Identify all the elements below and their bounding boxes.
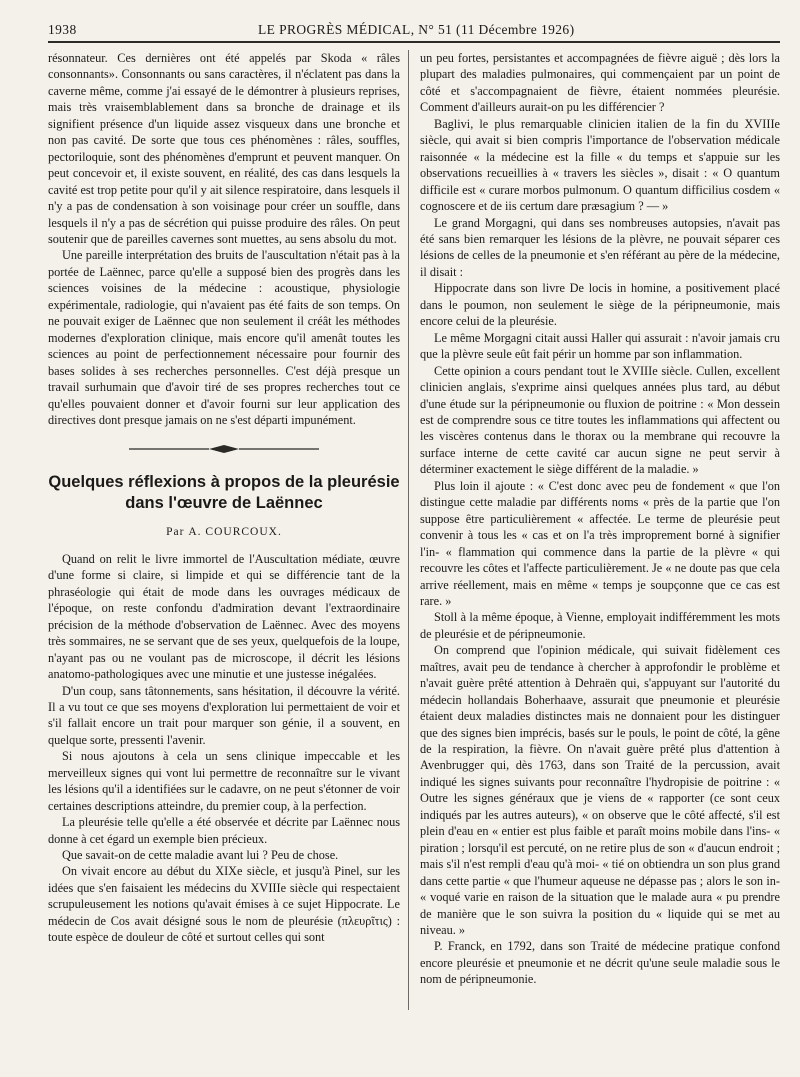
article-title: Quelques réflexions à propos de la pleurésie dans l'œuvre de Laënnec (48, 473, 400, 513)
running-header (48, 18, 780, 42)
header-rule (48, 41, 780, 43)
byline-prefix: Par (166, 526, 185, 539)
paragraph: Hippocrate dans son livre De locis in homine, a positivement placé dans le poumon, non seulement le siège de la péripneumonie, mais encore celui de la pleurésie. (420, 281, 780, 329)
paragraph: On comprend que l'opinion médicale, qui suivait fidèlement ces maîtres, avait peu de tendance à chercher à approfondir le problème et n'avait guère prêté attention à Dehraën qui, s'appuyant sur l'autorité du médecin hollandais Boherhaave, assurait que pneumonie et pleurésie étaient deux maladies distinctes mais ne donnaient pour les distinguer que des signes bien imprécis, basés sur le pouls, le point de côté, la gêne de la respiration, la fièvre. On n'avait guère prêté plus d'attention à Avenbrugger qui, dès 1763, dans son Traité de la percussion, avait indiqué les signes suivants pour reconnaître l'hydropisie de poitrine : « Outre les signes généraux que je viens de « rapporter (ce sont ceux indiqués par les autres auteurs), « on observe que le côté affecté, s'il est plein d'eau en « entier est plus faible et paraît moins mobile dans l'ins- « piration ; lorsqu'il est percuté, on ne retire plus de son « d'aucun endroit ; mais s'il n'est rempli d'eau qu'à moi- « tié on obtiendra un son plus grand dans cette partie « que l'humeur aqueuse ne dépasse pas ; alors le son in- « voqué varie en raison de la situation que le malade aura « pu prendre de manière que le son suivra la position du « liquide qui se met au niveau. » (420, 643, 780, 938)
paragraph: Cette opinion a cours pendant tout le XVIIIe siècle. Cullen, excellent clinicien anglais, s'exprime ainsi quelques années plus tard, au début d'une étude sur la péripneumonie ou fluxion de poitrine : « Mon dessein est de comprendre sous ce titre toutes les inflammations qui affectent ou les viscères contenus dans le thorax ou la membrane qui recouvre la surface interne de cette cavité car aucun signe ne peut servir à déterminer exactement le siège différent de la maladie. » (420, 363, 780, 477)
paragraph: Une pareille interprétation des bruits de l'auscultation n'était pas à la portée de Laënnec, parce qu'elle a supposé bien des progrès dans les sciences voisines de la médecine : acoustique, physiologie expérimentale, radiologie, qui n'avaient pas été faits de son temps. On ne pouvait exiger de Laënnec que non seulement il créât les méthodes modernes d'exploration clinique, mais encore qu'il amenât toutes les sciences au point de perfectionnement nécessaire pour fournir des bases solides à ses recherches personnelles. C'est déjà presque un travail surhumain que d'avoir tiré de ses propres recherches tout ce qu'elles pouvaient donner et d'avoir fourni sur leur application des directives dont presque jamais on ne s'est départi impunément. (48, 248, 400, 427)
left-column (48, 50, 400, 946)
paragraph: Quand on relit le livre immortel de l'Auscultation médiate, œuvre d'une forme si claire, si limpide et qui se différencie tant de la phraséologie qui était de mode dans les ouvrages médicaux de l'époque, on reste confondu d'admiration devant l'extraordinaire précision de la méthode d'observation de Laënnec. Avec des moyens très sommaires, ne se servant que de ses yeux, quelquefois de la loupe, n'ayant pas ou ne voulant pas de microscope, il décrit les lésions anatomo-pathologiques avec une minutie et une justesse inégalées. (48, 551, 400, 682)
paragraph: Le même Morgagni citait aussi Haller qui assurait : n'avoir jamais cru que la plèvre seule eût fait périr un homme par son inflammation. (420, 330, 780, 362)
paragraph: Stoll à la même époque, à Vienne, employait indifféremment les mots de pleurésie et de péripneumonie. (420, 610, 780, 641)
paragraph: Le grand Morgagni, qui dans ses nombreuses autopsies, n'avait pas été sans bien remarquer les lésions de la plèvre, ne pouvait séparer ces lésions de celles de la pneumonie et s'en référant au père de la médecine, il disait : (420, 215, 780, 279)
paragraph: On vivait encore au début du XIXe siècle, et jusqu'à Pinel, sur les idées que s'en faisaient les médecins du XVIIIe siècle qui respectaient scrupuleusement les notions qu'avait émises à ce sujet Hippocrate. Le médecin de Cos avait désigné sous le nom de pleurésie (πλευρῖτις) : toute espèce de douleur de côté et surtout celles qui sont (48, 864, 400, 945)
paragraph: Plus loin il ajoute : « C'est donc avec peu de fondement « que l'on distingue cette maladie par différents noms « près de la partie que l'on suppose être particulièrement « affectée. Le terme de pleurésie peut convenir à tous les « cas et on l'a très improprement borné à signifier l'in- « flammation qui commence dans la partie de la plèvre « qui recouvre les côtes et l'affecte particulièrement. Je « ne doute pas que cela arrive réellement, mais en même « temps je soupçonne que ce cas est rare. » (420, 478, 780, 608)
column-divider (408, 50, 409, 1010)
right-column (420, 50, 780, 988)
running-title: LE PROGRÈS MÉDICAL, N° 51 (11 Décembre 1926) (258, 22, 575, 37)
paragraph: un peu fortes, persistantes et accompagnées de fièvre aiguë ; dès lors la plupart des maladies pulmonaires, qui commençaient par un point de côté et s'accompagnaient de fièvre, étaient nommées pleurésie. Comment d'ailleurs aurait-on pu les différencier ? (420, 51, 780, 115)
paragraph: Que savait-on de cette maladie avant lui ? Peu de chose. (62, 848, 339, 863)
section-ornament (129, 444, 319, 454)
paragraph: D'un coup, sans tâtonnements, sans hésitation, il découvre la vérité. Il a vu tout ce que ses moyens d'exploration lui permettaient de voir et s'il fallait encore un trait pour marquer son génie, il a souvent, en quelque sorte, pressenti l'avenir. (48, 683, 400, 747)
paragraph: P. Franck, en 1792, dans son Traité de médecine pratique confond encore pleurésie et pneumonie et ne décrit qu'une seule maladie sous le nom de péripneumonie. (420, 939, 780, 987)
paragraph: La pleurésie telle qu'elle a été observée et décrite par Laënnec nous donne à cet égard un exemple bien précieux. (48, 815, 400, 846)
byline (48, 524, 400, 540)
author-name: A. COURCOUX. (188, 526, 282, 539)
paragraph: Baglivi, le plus remarquable clinicien italien de la fin du XVIIIe siècle, qui avait si bien compris l'importance de l'observation médicale raisonnée « la médecine est la fille « du temps et s'appuie sur les observations recueillies à « travers les siècles », disait : « O quantum difficile est « curare morbos pulmonum. O quantum difficilius cosdem « cognoscere et de iis certum dare præsagium ? — » (420, 116, 780, 214)
paragraph: résonnateur. Ces dernières ont été appelés par Skoda « râles consonnants». Consonnants ou sans caractères, il n'éclatent pas dans la caverne même, comme j'ai essayé de le démontrer à plusieurs reprises, mais très vraisemblablement dans sa bronche de drainage et ils signifient présence d'un liquide assez visqueux dans une bronche et non pas cavité. De sorte que tous ces phénomènes : râles, souffles, pectoriloquie, sont des phénomènes d'emprunt et peuvent manquer. On peut concevoir et, il existe souvent, en réalité, des cas dans lesquels la cavité est trop petite pour qu'il y ait silence respiratoire, dans lesquels il n'y a pas de condensation à son voisinage pour créer un souffle, dans lesquels il n'y a pas de sécrétion qui puisse produire des râles. On peut soutenir que de pareilles cavernes sont muettes, au sens absolu du mot. (48, 51, 400, 246)
paragraph: Si nous ajoutons à cela un sens clinique impeccable et les merveilleux signes qui vont lui permettre de reconnaître sur le vivant les lésions qu'il a identifiées sur le cadavre, on ne peut s'étonner de voir certaines descriptions atteindre, du premier coup, à la perfection. (48, 749, 400, 813)
page-number: 1938 (48, 22, 77, 37)
